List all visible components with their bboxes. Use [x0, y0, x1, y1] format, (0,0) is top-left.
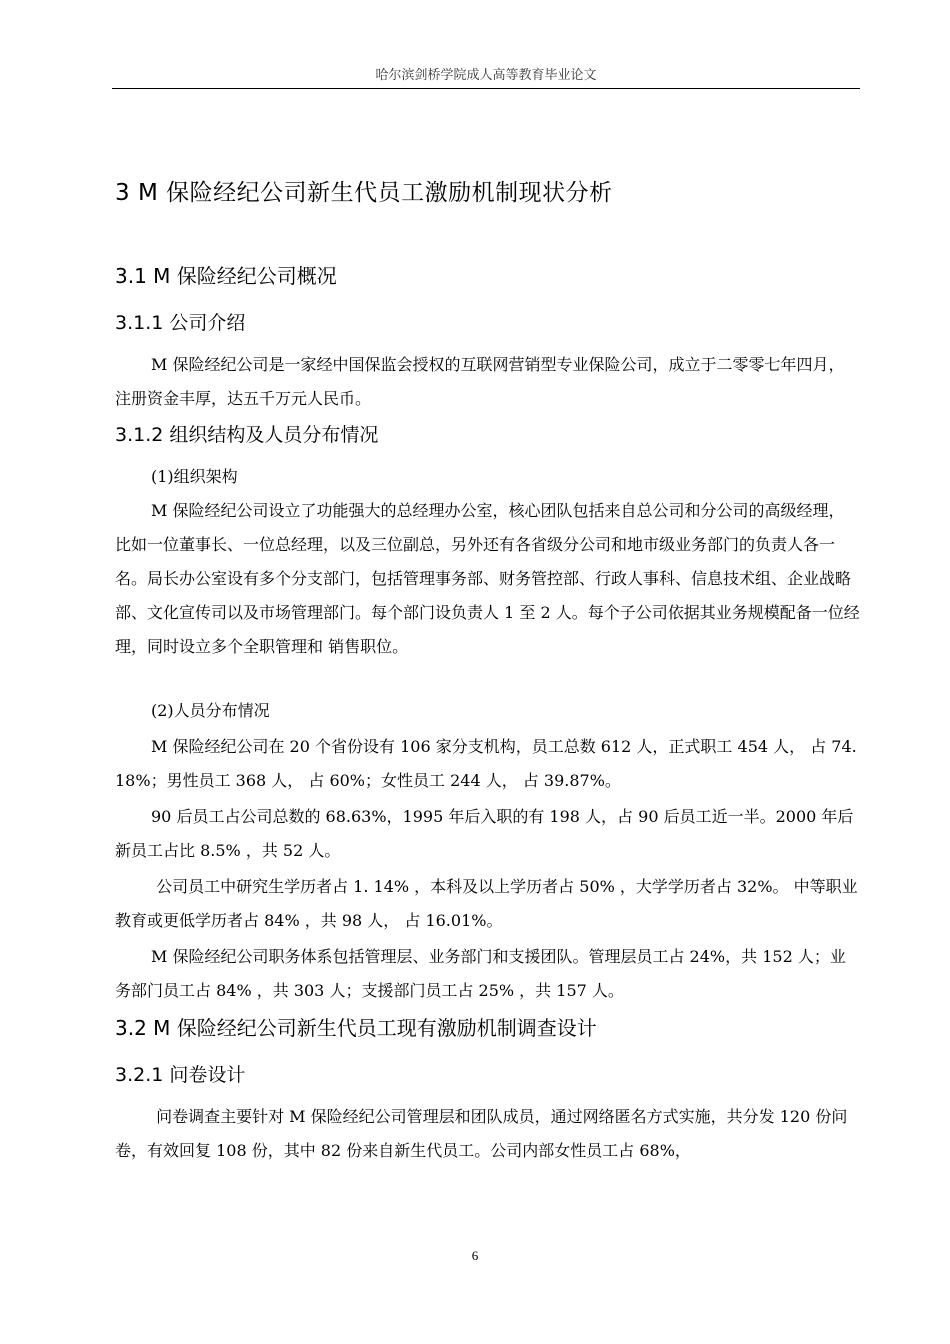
subheading-label: (2)人员分布情况	[151, 701, 270, 720]
paragraph-text: M 保险经纪公司设立了功能强大的总经理办公室，核心团队包括来自总公司和分公司的高级经理，比如一位董事长、一位总经理，以及三位副总，另外还有各省级分公司和地市级业务部门的负责人各一名。局长办公室设有多个分支部门，包括管理事务部、财务管控部、行政人事科、信息技术组、企业战略部、文化宣传司以及市场管理部门。每个部门设负责人 1 至 2 人。每个子公司依据其业务规模配备一位经理，同时设立多个全职管理和 销售职位。	[115, 501, 860, 656]
page-number: 6	[471, 1248, 479, 1263]
paragraph	[115, 730, 860, 798]
paragraph-text: M 保险经纪公司在 20 个省份设有 106 家分支机构，员工总数 612 人，正式职工 454 人， 占 74. 18%；男性员工 368 人， 占 60%；女性员工 244 人， 占 39.87%。	[115, 737, 857, 790]
paragraph	[115, 1100, 860, 1168]
header-divider	[112, 88, 860, 89]
paragraph-text: M 保险经纪公司是一家经中国保监会授权的互联网营销型专业保险公司，成立于二零零七年四月，注册资金丰厚，达五千万元人民币。	[115, 355, 845, 408]
paragraph	[115, 494, 860, 664]
section-3-1-1-title: 3.1.1 公司介绍	[115, 312, 246, 334]
section-3-1-2-title: 3.1.2 组织结构及人员分布情况	[115, 424, 379, 446]
paragraph	[115, 348, 860, 416]
paragraph-text: M 保险经纪公司职务体系包括管理层、业务部门和支援团队。管理层员工占 24%，共 152 人；业务部门员工占 84% ，共 303 人；支援部门员工占 25% ，共 157 人。	[115, 947, 846, 1000]
paragraph-text: 问卷调查主要针对 M 保险经纪公司管理层和团队成员，通过网络匿名方式实施，共分发 120 份问卷，有效回复 108 份，其中 82 份来自新生代员工。公司内部女性员工占 68%，	[115, 1107, 848, 1160]
paragraph	[115, 940, 860, 1008]
section-3-1-title: 3.1 M 保险经纪公司概况	[115, 264, 337, 288]
chapter-title: 3 M 保险经纪公司新生代员工激励机制现状分析	[115, 180, 613, 206]
paragraph-text: 公司员工中研究生学历者占 1. 14% ，本科及以上学历者占 50% ，大学学历者占 32%。 中等职业教育或更低学历者占 84% ，共 98 人， 占 16.01%。	[115, 877, 858, 930]
section-3-2-title: 3.2 M 保险经纪公司新生代员工现有激励机制调查设计	[115, 1016, 597, 1040]
subheading-label: (1)组织架构	[151, 467, 238, 486]
paragraph-text: 90 后员工占公司总数的 68.63%，1995 年后入职的有 198 人，占 90 后员工近一半。2000 年后新员工占比 8.5% ，共 52 人。	[115, 807, 854, 860]
paragraph	[115, 800, 860, 868]
section-3-2-1-title: 3.2.1 问卷设计	[115, 1064, 246, 1086]
running-header: 哈尔滨剑桥学院成人高等教育毕业论文	[375, 68, 597, 83]
paragraph	[115, 870, 860, 938]
